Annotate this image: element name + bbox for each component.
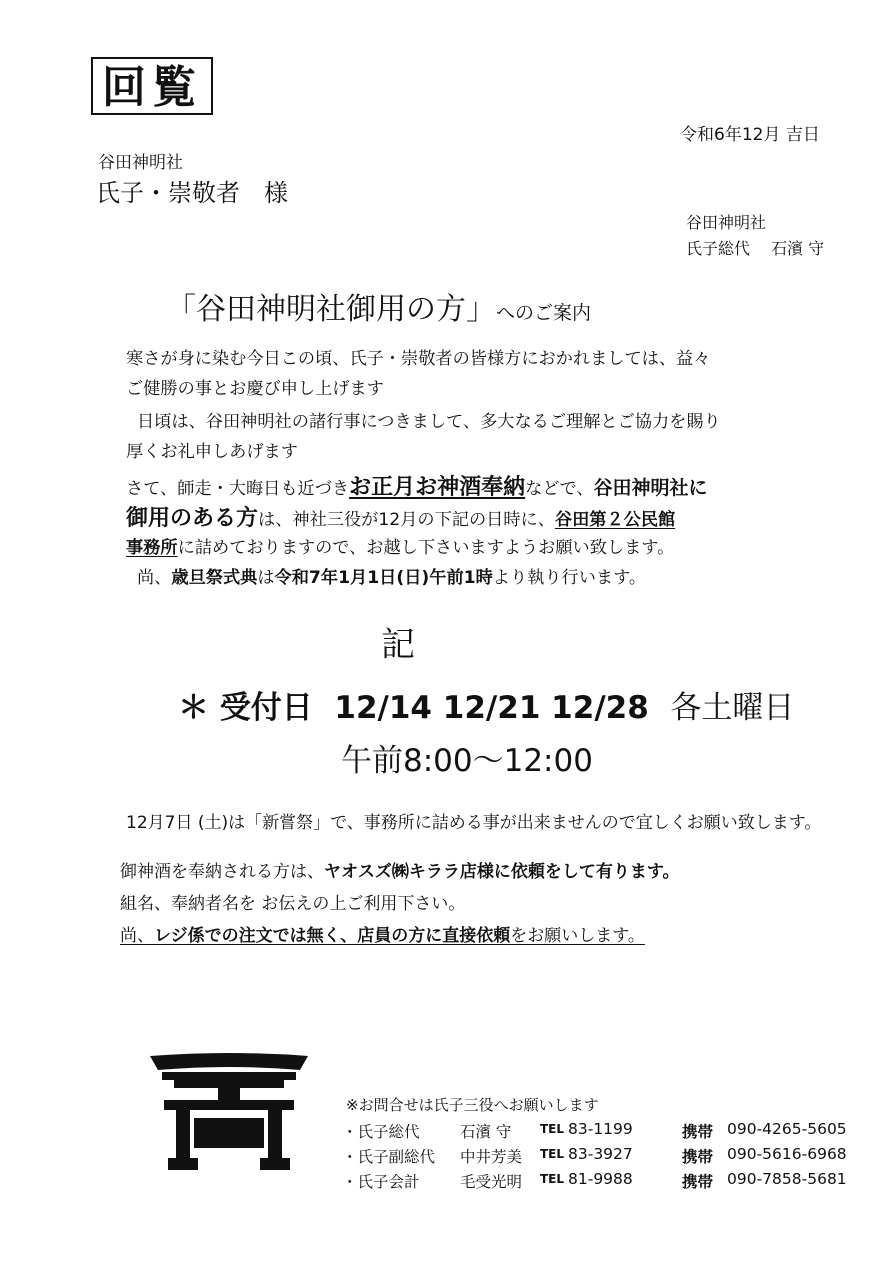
body-text: に詰めておりますので、お越し下さいますようお願い致します。 — [177, 538, 675, 558]
contact-mobile: 090-5616-6968 — [727, 1145, 847, 1163]
note-line: 組名、奉納者名を お伝えの上ご利用下さい。 — [120, 894, 466, 914]
schedule-line — [178, 682, 794, 727]
schedule-time: 午前8:00～12:00 — [341, 743, 593, 779]
emphasis-text: 事務所 — [126, 538, 178, 558]
note-text: 尚、 — [120, 926, 154, 946]
title-suffix: へのご案内 — [496, 302, 592, 324]
tel-label: TEL — [540, 1122, 565, 1136]
contact-role: ・氏子総代 — [342, 1123, 420, 1141]
body-text: さて、師走・大晦日も近づき — [126, 479, 350, 499]
note-text: をお願いします。 — [510, 926, 645, 946]
body-line: 日頃は、谷田神明社の諸行事につきまして、多大なるご理解とご協力を賜り — [137, 412, 721, 432]
contact-role: ・氏子副総代 — [342, 1148, 436, 1166]
note-line — [120, 857, 679, 882]
mobile-label: 携帯 — [682, 1148, 714, 1166]
torii-gate-icon — [150, 1052, 308, 1174]
body-line — [126, 540, 674, 557]
contact-role: ・氏子会計 — [342, 1173, 420, 1191]
contact-tel: 83-1199 — [568, 1120, 633, 1138]
schedule-dates: 12/14 12/21 12/28 — [334, 690, 649, 726]
note-line: 12月7日 (土)は「新嘗祭」で、事務所に詰める事が出来ませんので宜しくお願い致します。 — [126, 813, 822, 833]
body-text: より執り行います。 — [492, 568, 647, 588]
contact-mobile: 090-4265-5605 — [727, 1120, 847, 1138]
contact-tel: 81-9988 — [568, 1170, 633, 1188]
contact-tel: 83-3927 — [568, 1145, 633, 1163]
schedule-days: 各土曜日 — [670, 690, 795, 726]
body-line — [137, 570, 646, 587]
body-text: は — [257, 568, 275, 588]
sender-org: 谷田神明社 — [686, 213, 767, 232]
contact-header: ※お問合せは氏子三役へお願いします — [346, 1096, 599, 1114]
contact-name: 中井芳美 — [460, 1148, 523, 1166]
emphasis-text: 谷田第２公民館 — [554, 510, 676, 530]
document-date: 令和6年12月 吉日 — [680, 125, 820, 145]
body-text: などで、 — [525, 479, 594, 499]
body-text: 尚、 — [137, 568, 172, 588]
contact-name: 石濱 守 — [460, 1123, 512, 1141]
sender-name: 氏子総代 石濱 守 — [686, 239, 825, 258]
circulation-stamp: 回覧 — [91, 57, 213, 115]
note-text: 御神酒を奉納される方は、 — [120, 862, 324, 882]
body-line: 厚くお礼申しあげます — [126, 442, 298, 462]
emphasis-text: ヤオスズ㈱キララ店様に依頼をして有ります。 — [324, 862, 680, 882]
body-line — [126, 477, 708, 499]
schedule-label: ＊ 受付日 — [178, 690, 313, 726]
note-line — [120, 921, 645, 946]
body-line — [126, 508, 675, 530]
notice-title — [166, 284, 591, 328]
mobile-label: 携帯 — [682, 1173, 714, 1191]
emphasis-text: 御用のある方 — [126, 506, 259, 531]
tel-label: TEL — [540, 1172, 565, 1186]
tel-label: TEL — [540, 1147, 565, 1161]
contact-name: 毛受光明 — [460, 1173, 523, 1191]
mobile-label: 携帯 — [682, 1123, 714, 1141]
emphasis-text: お正月お神酒奉納 — [349, 475, 526, 500]
emphasis-text: 谷田神明社に — [593, 477, 708, 499]
emphasis-text: 令和7年1月1日(日)午前1時 — [274, 568, 493, 588]
recipient-org: 谷田神明社 — [98, 153, 183, 173]
contact-mobile: 090-7858-5681 — [727, 1170, 847, 1188]
record-heading: 記 — [381, 625, 415, 665]
recipient-name: 氏子・崇敬者 様 — [96, 179, 288, 207]
body-line: 寒さが身に染む今日この頃、氏子・崇敬者の皆様方におかれましては、益々 — [126, 349, 711, 369]
body-text: は、神社三役が12月の下記の日時に、 — [258, 510, 555, 530]
emphasis-text: 歳旦祭式典 — [171, 568, 258, 588]
title-main: 「谷田神明社御用の方」 — [166, 292, 496, 327]
emphasis-text: レジ係での注文では無く、店員の方に直接依頼 — [154, 926, 511, 946]
body-line: ご健勝の事とお慶び申し上げます — [126, 379, 384, 399]
